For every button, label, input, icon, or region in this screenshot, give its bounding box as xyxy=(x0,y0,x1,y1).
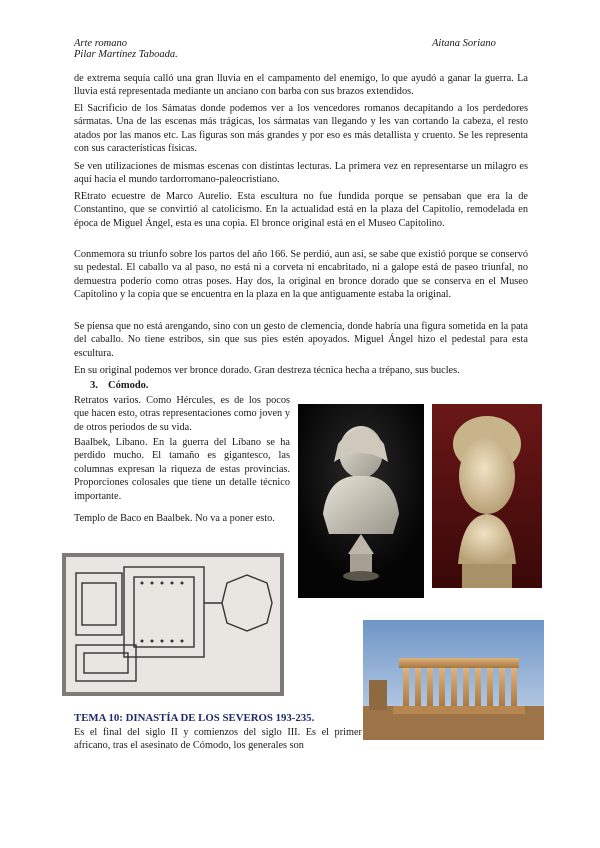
paragraph-3: Se ven utilizaciones de mismas escenas con distintas lecturas. La primera vez en representarse un milagro es aquí hacia el mundo tardorromano-paleocristiano. xyxy=(74,161,528,186)
baalbek-plan-illustration xyxy=(62,553,284,696)
column-paragraph-2: Baalbek, Líbano. En la guerra del Líbano se ha perdido mucho. El tamaño es gigantesco, las columnas expresan la riqueza de estas provincias. Proporciones colosales que tiene un detalle técnico importante. xyxy=(74,437,290,502)
paragraph-4: REtrato ecuestre de Marco Aurelio. Esta escultura no fue fundida porque se pensaban que era la de Constantino, que se convirtió al catolicismo. En la actualidad está en la plaza del Capitolio, remodelada en época de Miguel Ángel, esta es una copia. El bronce original está en el Museo Capitolino. xyxy=(74,191,528,229)
header-course-title: Arte romano xyxy=(74,38,127,49)
header-course xyxy=(74,38,178,60)
paragraph-7: En su original podemos ver bronce dorado. Gran destreza técnica hecha a trépano, sus bucles. xyxy=(74,365,460,376)
column-paragraph-3: Templo de Baco en Baalbek. No va a poner esto. xyxy=(74,513,275,524)
section-number: 3. xyxy=(90,380,98,391)
commodus-portrait-image xyxy=(432,404,542,588)
commodus-portrait-illustration xyxy=(432,404,542,588)
baalbek-plan-image xyxy=(62,553,284,696)
paragraph-5: Conmemora su triunfo sobre los partos del año 166. Se perdió, aun así, se sabe que existió porque se conservó su pedestal. El caballo va al paso, no está ni a corveta ni encabritado, ni a galope está de paseo triunfal, no demuestra poderío como otras poses. Hay dos, la original en bronce dorado que se conserva en el Museo Capitolino y la copia que se encuentra en la plaza en la que antiguamente estaba la original. xyxy=(74,249,528,301)
paragraph-6: Se piensa que no está arengando, sino con un gesto de clemencia, donde habría una figura sometida en la pata del caballo. No tiene estribos, sin que sus pies estén apoyados. Miguel Ángel hizo el pedestal para esta escultura. xyxy=(74,321,528,359)
temple-of-bacchus-illustration xyxy=(363,620,544,740)
section-heading-commodus xyxy=(90,380,149,391)
temple-of-bacchus-image xyxy=(363,620,544,740)
paragraph-2: El Sacrificio de los Sámatas donde podemos ver a los vencedores romanos decapitando a los perdedores sármatas. Una de las escenas más trágicas, los sármatas van llegando y les van cortando la cabeza, el resto atados por las manos etc. Las figuras son más grandes y por eso es más detallista y cruento. Se les representa con sus características físicas. xyxy=(74,103,528,155)
commodus-as-hercules-image xyxy=(298,404,424,598)
header-teacher: Pilar Martínez Taboada. xyxy=(74,49,178,60)
column-paragraph-1: Retratos varios. Como Hércules, es de los pocos que hacen esto, otras representaciones como joven y de otros periodos de su vida. xyxy=(74,395,290,433)
chapter-heading: TEMA 10: DINASTÍA DE LOS SEVEROS 193-235. xyxy=(74,712,315,724)
section-title: Cómodo. xyxy=(108,380,149,391)
final-paragraph: Es el final del siglo II y comienzos del siglo III. Es el primer africano, tras el asesinato de Cómodo, los generales son xyxy=(74,727,362,752)
commodus-hercules-illustration xyxy=(298,404,424,598)
paragraph-1: de extrema sequía calló una gran lluvia en el campamento del enemigo, lo que ayudó a ganar la guerra. La lluvia está representada mediante un anciano con barba con sus brazos extendidos. xyxy=(74,73,528,98)
header-author: Aitana Soriano xyxy=(432,38,496,49)
